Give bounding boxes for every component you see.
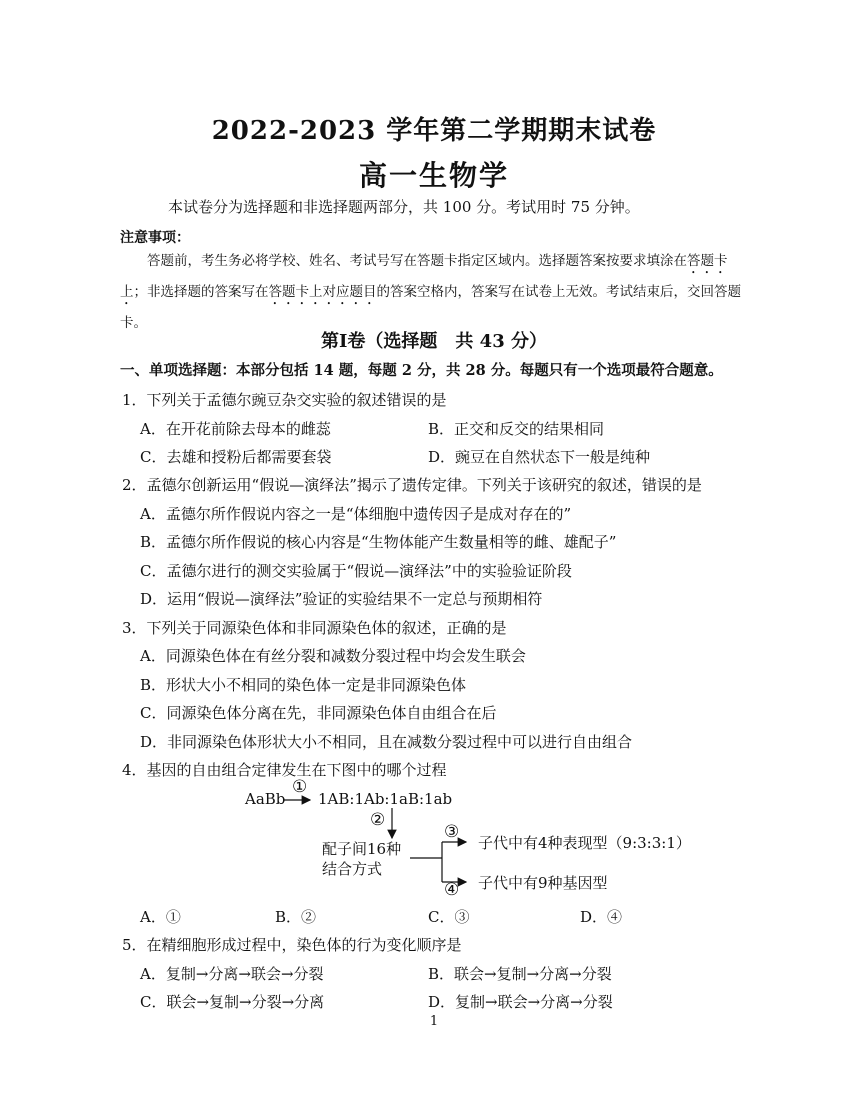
question-option: C．同源染色体分离在先，非同源染色体自由组合在后: [140, 704, 497, 722]
combination-text: 配子间16种: [322, 840, 402, 858]
question-option: D．④: [580, 908, 623, 926]
question-option: C．联会→复制→分裂→分离: [140, 993, 325, 1011]
emphasized-text: 答题卡上对应题目: [268, 284, 377, 300]
question-option: C．去雄和授粉后都需要套袋: [140, 448, 332, 466]
page-number: 1: [429, 1014, 439, 1029]
question-option: A．复制→分离→联会→分裂: [140, 965, 324, 983]
parent-genotype: AaBb: [245, 790, 286, 808]
step-label: ④: [444, 880, 460, 900]
gamete-ratio: 1AB:1Ab:1aB:1ab: [318, 790, 453, 808]
question-stem: 1．下列关于孟德尔豌豆杂交实验的叙述错误的是: [122, 391, 447, 409]
question-option: A．孟德尔所作假说内容之一是“体细胞中遗传因子是成对存在的”: [140, 505, 572, 523]
question-option: D．复制→联会→分离→分裂: [428, 993, 613, 1011]
question-option: B．②: [275, 908, 317, 926]
question-option: D．豌豆在自然状态下一般是纯种: [428, 448, 651, 466]
notice-text: 答题前，考生务必将学校、姓名、考试号写在答题卡指定区域内。选择题答案按要求填涂在答题卡上；非选择题的答案写在答题卡上对应题目的答案空格内，答案写在试卷上无效。考试结束后，交回答题卡。: [120, 253, 741, 331]
inheritance-diagram: [240, 777, 720, 900]
question-option: A．①: [140, 908, 181, 926]
question-option: B．正交和反交的结果相同: [428, 420, 605, 438]
question-stem: 4．基因的自由组合定律发生在下图中的哪个过程: [122, 761, 447, 779]
notice-heading: 注意事项：: [120, 230, 190, 246]
step-label: ③: [444, 822, 460, 842]
question-stem: 2．孟德尔创新运用“假说—演绎法”揭示了遗传定律。下列关于该研究的叙述，错误的是: [122, 476, 702, 494]
genotype-result: 子代中有9种基因型: [478, 874, 608, 892]
question-option: C．孟德尔进行的测交实验属于“假说—演绎法”中的实验验证阶段: [140, 562, 572, 580]
step-label: ①: [292, 777, 308, 797]
phenotype-result: 子代中有4种表现型（9:3:3:1）: [478, 834, 691, 852]
step-label: ②: [370, 810, 386, 830]
volume-title: 第Ⅰ卷（选择题 共 43 分）: [320, 331, 547, 352]
emphasized-text: 答题卡上: [120, 253, 728, 300]
question-option: D．非同源染色体形状大小不相同，且在减数分裂过程中可以进行自由组合: [140, 733, 633, 751]
combination-text: 结合方式: [322, 860, 383, 878]
exam-title: 2022-2023 学年第二学期期末试卷: [211, 116, 657, 146]
exam-subject: 高一生物学: [358, 159, 509, 192]
question-option: B．联会→复制→分离→分裂: [428, 965, 612, 983]
question-stem: 3．下列关于同源染色体和非同源染色体的叙述，正确的是: [122, 619, 507, 637]
question-option: A．同源染色体在有丝分裂和减数分裂过程中均会发生联会: [140, 647, 526, 665]
question-stem: 5．在精细胞形成过程中，染色体的行为变化顺序是: [122, 936, 462, 954]
question-option: B．孟德尔所作假说的核心内容是“生物体能产生数量相等的雌、雄配子”: [140, 533, 617, 551]
question-option: B．形状大小不相同的染色体一定是非同源染色体: [140, 676, 467, 694]
question-option: D．运用“假说—演绎法”验证的实验结果不一定总与预期相符: [140, 590, 543, 608]
question-option: A．在开花前除去母本的雌蕊: [140, 420, 331, 438]
section-title: 一、单项选择题：本部分包括 14 题，每题 2 分，共 28 分。每题只有一个选项最符合题意。: [120, 362, 723, 379]
exam-intro: 本试卷分为选择题和非选择题两部分，共 100 分。考试用时 75 分钟。: [168, 198, 640, 216]
question-option: C．③: [428, 908, 470, 926]
